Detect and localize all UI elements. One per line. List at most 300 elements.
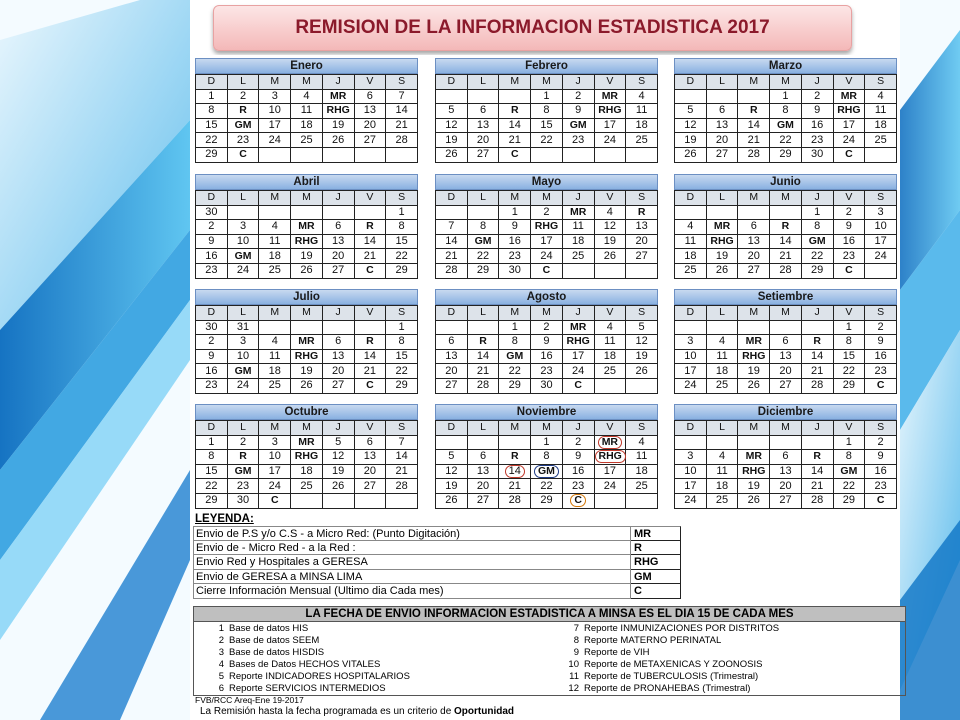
- day-cell: 9: [865, 335, 897, 350]
- legend-row: [193, 584, 904, 599]
- week-row: [675, 147, 897, 162]
- day-cell: 28: [770, 263, 802, 278]
- day-cell: 17: [531, 234, 563, 249]
- day-cell: 10: [675, 349, 707, 364]
- week-row: [436, 263, 658, 278]
- week-row: [436, 118, 658, 133]
- day-cell: 14: [354, 234, 386, 249]
- notice-item-number: 6: [218, 683, 224, 694]
- notice-heading: LA FECHA DE ENVIO INFORMACION ESTADISTICA A MINSA ES EL DIA 15 DE CADA MES: [194, 607, 905, 622]
- weekday-header: V: [594, 75, 626, 90]
- day-cell: R: [354, 220, 386, 235]
- day-cell: 24: [259, 479, 291, 494]
- legend-row: [193, 526, 904, 541]
- weekday-header: S: [626, 75, 658, 90]
- notice-item-number: 11: [569, 671, 579, 682]
- weekday-header: J: [322, 75, 354, 90]
- day-cell: 1: [770, 89, 802, 104]
- day-cell: 11: [626, 104, 658, 119]
- weekday-header: L: [227, 191, 259, 206]
- day-cell: 28: [386, 479, 418, 494]
- day-cell: 17: [833, 118, 865, 133]
- day-cell: 6: [436, 335, 468, 350]
- day-cell: 20: [626, 234, 658, 249]
- day-cell: 6: [354, 435, 386, 450]
- weekday-header: J: [562, 75, 594, 90]
- day-cell: [562, 147, 594, 162]
- week-row: [436, 147, 658, 162]
- day-cell: 27: [770, 493, 802, 508]
- weekday-header: M: [259, 75, 291, 90]
- month-table: [195, 74, 418, 163]
- day-cell: 11: [259, 349, 291, 364]
- day-cell: 30: [801, 147, 833, 162]
- day-cell: 16: [865, 349, 897, 364]
- weekday-header: S: [386, 421, 418, 436]
- day-cell: 4: [675, 220, 707, 235]
- day-cell: RHG: [322, 104, 354, 119]
- footer-note-text: La Remisión hasta la fecha programada es un criterio de: [200, 706, 452, 717]
- day-cell: 10: [227, 349, 259, 364]
- day-cell: 4: [291, 89, 323, 104]
- day-cell: 30: [196, 320, 228, 335]
- day-cell: 10: [259, 450, 291, 465]
- day-cell: 16: [865, 464, 897, 479]
- weekday-header: J: [801, 421, 833, 436]
- day-cell: 26: [291, 378, 323, 393]
- day-cell: [291, 320, 323, 335]
- day-cell: RHG: [738, 349, 770, 364]
- day-cell: 25: [259, 263, 291, 278]
- day-cell: 28: [467, 378, 499, 393]
- day-cell: [436, 89, 468, 104]
- day-cell: [738, 205, 770, 220]
- day-cell: RHG: [738, 464, 770, 479]
- day-cell: 25: [706, 378, 738, 393]
- day-cell: 22: [531, 133, 563, 148]
- day-cell: 13: [322, 349, 354, 364]
- day-cell: 14: [354, 349, 386, 364]
- day-cell: 12: [626, 335, 658, 350]
- day-cell: 9: [196, 349, 228, 364]
- day-cell: 25: [626, 133, 658, 148]
- day-cell: 3: [675, 450, 707, 465]
- weekday-header: V: [354, 421, 386, 436]
- day-cell: 24: [675, 378, 707, 393]
- weekday-header: S: [865, 421, 897, 436]
- month-table: [435, 190, 658, 279]
- month-name: Octubre: [195, 404, 418, 420]
- day-cell: 27: [436, 378, 468, 393]
- day-cell: 13: [738, 234, 770, 249]
- day-cell: 20: [706, 133, 738, 148]
- day-cell: 5: [322, 435, 354, 450]
- day-cell: 2: [562, 435, 594, 450]
- day-cell: 2: [562, 89, 594, 104]
- day-cell: 25: [562, 249, 594, 264]
- day-cell: [706, 89, 738, 104]
- day-cell: 24: [227, 378, 259, 393]
- day-cell: 19: [594, 234, 626, 249]
- notice-item-number: 12: [568, 683, 579, 694]
- weekday-header: L: [706, 421, 738, 436]
- day-cell: 23: [196, 263, 228, 278]
- month-name: Enero: [195, 58, 418, 74]
- day-cell: 9: [499, 220, 531, 235]
- day-cell: 20: [354, 118, 386, 133]
- weekday-header: M: [499, 306, 531, 321]
- day-cell: R: [467, 335, 499, 350]
- day-cell: 11: [562, 220, 594, 235]
- day-cell: MR: [562, 205, 594, 220]
- day-cell: [259, 320, 291, 335]
- weekday-header: M: [499, 421, 531, 436]
- weekday-header: L: [706, 191, 738, 206]
- day-cell: 6: [354, 89, 386, 104]
- day-cell: 29: [531, 493, 563, 508]
- day-cell: 26: [706, 263, 738, 278]
- month-table: [435, 74, 658, 163]
- day-cell: 16: [801, 118, 833, 133]
- day-cell: [675, 320, 707, 335]
- day-cell: 27: [770, 378, 802, 393]
- day-cell: 17: [865, 234, 897, 249]
- day-cell: 23: [531, 364, 563, 379]
- day-cell: 14: [801, 349, 833, 364]
- footer-reference: FVB/RCC Areq-Ene 19-2017: [195, 695, 304, 705]
- day-cell: R: [770, 220, 802, 235]
- notice-item-text: Reporte MATERNO PERINATAL: [584, 635, 722, 646]
- day-cell: 3: [227, 220, 259, 235]
- notice-item-text: Reporte de VIH: [584, 647, 650, 658]
- weekday-header: M: [259, 306, 291, 321]
- day-cell: GM: [227, 464, 259, 479]
- weekday-header: V: [833, 421, 865, 436]
- weekday-header: J: [801, 191, 833, 206]
- weekday-header: D: [675, 421, 707, 436]
- day-cell: 2: [227, 435, 259, 450]
- week-row: [675, 464, 897, 479]
- weekday-header: M: [291, 191, 323, 206]
- day-cell: 26: [322, 133, 354, 148]
- day-cell: [626, 378, 658, 393]
- day-cell: [675, 89, 707, 104]
- weekday-header: M: [259, 421, 291, 436]
- day-cell: 26: [291, 263, 323, 278]
- day-cell: [675, 205, 707, 220]
- day-cell: [354, 493, 386, 508]
- day-cell: 8: [386, 335, 418, 350]
- day-cell: 18: [259, 249, 291, 264]
- day-cell: 27: [738, 263, 770, 278]
- week-row: [196, 320, 418, 335]
- day-cell: 27: [354, 133, 386, 148]
- day-cell: 2: [801, 89, 833, 104]
- week-row: [675, 435, 897, 450]
- week-row: [196, 335, 418, 350]
- day-cell: 17: [594, 118, 626, 133]
- week-row: [675, 378, 897, 393]
- day-cell: [865, 147, 897, 162]
- week-row: [675, 205, 897, 220]
- day-cell: 21: [386, 464, 418, 479]
- week-row: [675, 89, 897, 104]
- week-row: [675, 234, 897, 249]
- day-cell: 26: [626, 364, 658, 379]
- day-cell: C: [865, 378, 897, 393]
- notice-item-number: 5: [218, 671, 224, 682]
- week-row: [436, 349, 658, 364]
- notice-item-number: 1: [218, 623, 224, 634]
- day-cell: 13: [354, 104, 386, 119]
- month-calendar: [195, 404, 418, 509]
- month-table: [435, 305, 658, 394]
- day-cell: 30: [499, 263, 531, 278]
- day-cell: 20: [354, 464, 386, 479]
- legend-code: R: [631, 541, 681, 556]
- legend-code: RHG: [631, 555, 681, 570]
- day-cell: GM: [227, 364, 259, 379]
- day-cell: 8: [770, 104, 802, 119]
- notice-item-number: 10: [568, 659, 579, 670]
- day-cell: 8: [499, 335, 531, 350]
- legend-text: Envio de GERESA a MINSA LIMA: [193, 570, 631, 585]
- day-cell: 26: [675, 147, 707, 162]
- week-row: [675, 479, 897, 494]
- notice-item: [549, 659, 904, 671]
- day-cell: [531, 464, 563, 479]
- day-cell: 1: [386, 205, 418, 220]
- month-calendar: [435, 289, 658, 394]
- day-cell: GM: [467, 234, 499, 249]
- day-cell: [626, 493, 658, 508]
- day-cell: 23: [227, 479, 259, 494]
- day-cell: C: [499, 147, 531, 162]
- week-row: [436, 450, 658, 465]
- week-row: [675, 263, 897, 278]
- day-cell: 15: [833, 349, 865, 364]
- day-cell: 15: [386, 234, 418, 249]
- weekday-header: S: [386, 306, 418, 321]
- day-cell: 6: [322, 220, 354, 235]
- day-cell: 4: [594, 205, 626, 220]
- day-cell: 6: [770, 450, 802, 465]
- day-cell: 15: [196, 118, 228, 133]
- day-cell: 23: [801, 133, 833, 148]
- day-cell: MR: [291, 220, 323, 235]
- day-cell: 11: [626, 450, 658, 465]
- weekday-header: D: [436, 191, 468, 206]
- weekday-header: J: [322, 421, 354, 436]
- day-cell: 2: [227, 89, 259, 104]
- notice-item-text: Reporte SERVICIOS INTERMEDIOS: [229, 683, 386, 694]
- day-cell: [706, 205, 738, 220]
- month-name: Abril: [195, 174, 418, 190]
- week-row: [436, 89, 658, 104]
- weekday-header: D: [196, 306, 228, 321]
- week-row: [436, 364, 658, 379]
- legend: [193, 512, 904, 599]
- weekday-header: V: [833, 75, 865, 90]
- notice-item-text: Base de datos SEEM: [229, 635, 320, 646]
- day-cell: 13: [770, 349, 802, 364]
- month-table: [435, 420, 658, 509]
- weekday-header: S: [626, 306, 658, 321]
- day-cell: 22: [386, 364, 418, 379]
- day-cell: 9: [562, 450, 594, 465]
- day-cell: 15: [531, 118, 563, 133]
- weekday-header: L: [467, 306, 499, 321]
- weekday-header: M: [499, 191, 531, 206]
- highlight-circle: C: [570, 494, 586, 507]
- notice-item: [194, 683, 549, 695]
- day-cell: 12: [594, 220, 626, 235]
- day-cell: [436, 205, 468, 220]
- month-name: Febrero: [435, 58, 658, 74]
- week-row: [436, 104, 658, 119]
- day-cell: 24: [675, 493, 707, 508]
- day-cell: 27: [467, 493, 499, 508]
- month-name: Mayo: [435, 174, 658, 190]
- day-cell: [354, 320, 386, 335]
- weekday-header: S: [386, 75, 418, 90]
- day-cell: 26: [436, 493, 468, 508]
- day-cell: 21: [801, 364, 833, 379]
- footer-note-bold: Oportunidad: [454, 706, 515, 717]
- week-row: [196, 378, 418, 393]
- day-cell: 10: [865, 220, 897, 235]
- day-cell: [467, 435, 499, 450]
- day-cell: 11: [865, 104, 897, 119]
- day-cell: 24: [562, 364, 594, 379]
- day-cell: 21: [386, 118, 418, 133]
- day-cell: RHG: [594, 104, 626, 119]
- day-cell: 23: [865, 364, 897, 379]
- weekday-header: D: [196, 191, 228, 206]
- day-cell: 25: [291, 479, 323, 494]
- day-cell: 5: [675, 104, 707, 119]
- week-row: [675, 493, 897, 508]
- day-cell: 8: [386, 220, 418, 235]
- day-cell: [499, 435, 531, 450]
- day-cell: 18: [706, 479, 738, 494]
- day-cell: 20: [738, 249, 770, 264]
- day-cell: [706, 320, 738, 335]
- day-cell: 16: [196, 249, 228, 264]
- day-cell: 26: [436, 147, 468, 162]
- day-cell: 4: [626, 435, 658, 450]
- day-cell: 21: [499, 479, 531, 494]
- footer-note: [200, 706, 514, 717]
- day-cell: 7: [386, 89, 418, 104]
- day-cell: [626, 147, 658, 162]
- notice-left-list: [194, 623, 549, 695]
- day-cell: 12: [675, 118, 707, 133]
- weekday-header: V: [354, 306, 386, 321]
- day-cell: [322, 205, 354, 220]
- day-cell: 22: [386, 249, 418, 264]
- day-cell: [738, 435, 770, 450]
- day-cell: 28: [436, 263, 468, 278]
- day-cell: GM: [227, 249, 259, 264]
- day-cell: 17: [675, 364, 707, 379]
- day-cell: 25: [259, 378, 291, 393]
- notice-item-number: 4: [218, 659, 224, 670]
- day-cell: R: [354, 335, 386, 350]
- day-cell: [594, 147, 626, 162]
- day-cell: [770, 320, 802, 335]
- month-calendar: [674, 404, 897, 509]
- day-cell: 29: [196, 147, 228, 162]
- month-calendar: [674, 58, 897, 163]
- day-cell: 1: [531, 89, 563, 104]
- day-cell: [436, 320, 468, 335]
- day-cell: 3: [227, 335, 259, 350]
- weekday-header: L: [706, 75, 738, 90]
- day-cell: GM: [833, 464, 865, 479]
- week-row: [436, 220, 658, 235]
- notice-item-text: Reporte de TUBERCULOSIS (Trimestral): [584, 671, 759, 682]
- day-cell: 13: [770, 464, 802, 479]
- month-calendar: [195, 174, 418, 279]
- week-row: [196, 118, 418, 133]
- day-cell: 18: [675, 249, 707, 264]
- week-row: [675, 249, 897, 264]
- day-cell: [594, 263, 626, 278]
- weekday-header: J: [562, 306, 594, 321]
- day-cell: 19: [436, 133, 468, 148]
- day-cell: 12: [322, 450, 354, 465]
- day-cell: [259, 147, 291, 162]
- month-name: Junio: [674, 174, 897, 190]
- day-cell: 25: [865, 133, 897, 148]
- day-cell: 1: [531, 435, 563, 450]
- week-row: [196, 89, 418, 104]
- day-cell: 10: [259, 104, 291, 119]
- week-row: [436, 378, 658, 393]
- day-cell: 30: [227, 493, 259, 508]
- day-cell: 22: [467, 249, 499, 264]
- day-cell: 22: [196, 479, 228, 494]
- day-cell: 24: [594, 133, 626, 148]
- day-cell: 18: [562, 234, 594, 249]
- day-cell: 4: [259, 220, 291, 235]
- week-row: [196, 349, 418, 364]
- week-row: [436, 249, 658, 264]
- week-row: [436, 133, 658, 148]
- day-cell: 22: [833, 479, 865, 494]
- day-cell: 19: [291, 249, 323, 264]
- day-cell: RHG: [531, 220, 563, 235]
- day-cell: 6: [467, 104, 499, 119]
- weekday-header: L: [467, 421, 499, 436]
- day-cell: 18: [706, 364, 738, 379]
- day-cell: C: [865, 493, 897, 508]
- month-table: [674, 420, 897, 509]
- legend-text: Cierre Información Mensual (Ultimo dia Cada mes): [193, 584, 631, 599]
- weekday-header: M: [770, 75, 802, 90]
- day-cell: 4: [594, 320, 626, 335]
- day-cell: 21: [499, 133, 531, 148]
- day-cell: 21: [467, 364, 499, 379]
- day-cell: 18: [291, 118, 323, 133]
- weekday-header: S: [865, 191, 897, 206]
- day-cell: [594, 493, 626, 508]
- month-table: [195, 420, 418, 509]
- day-cell: 1: [196, 435, 228, 450]
- day-cell: 8: [833, 335, 865, 350]
- day-cell: 29: [196, 493, 228, 508]
